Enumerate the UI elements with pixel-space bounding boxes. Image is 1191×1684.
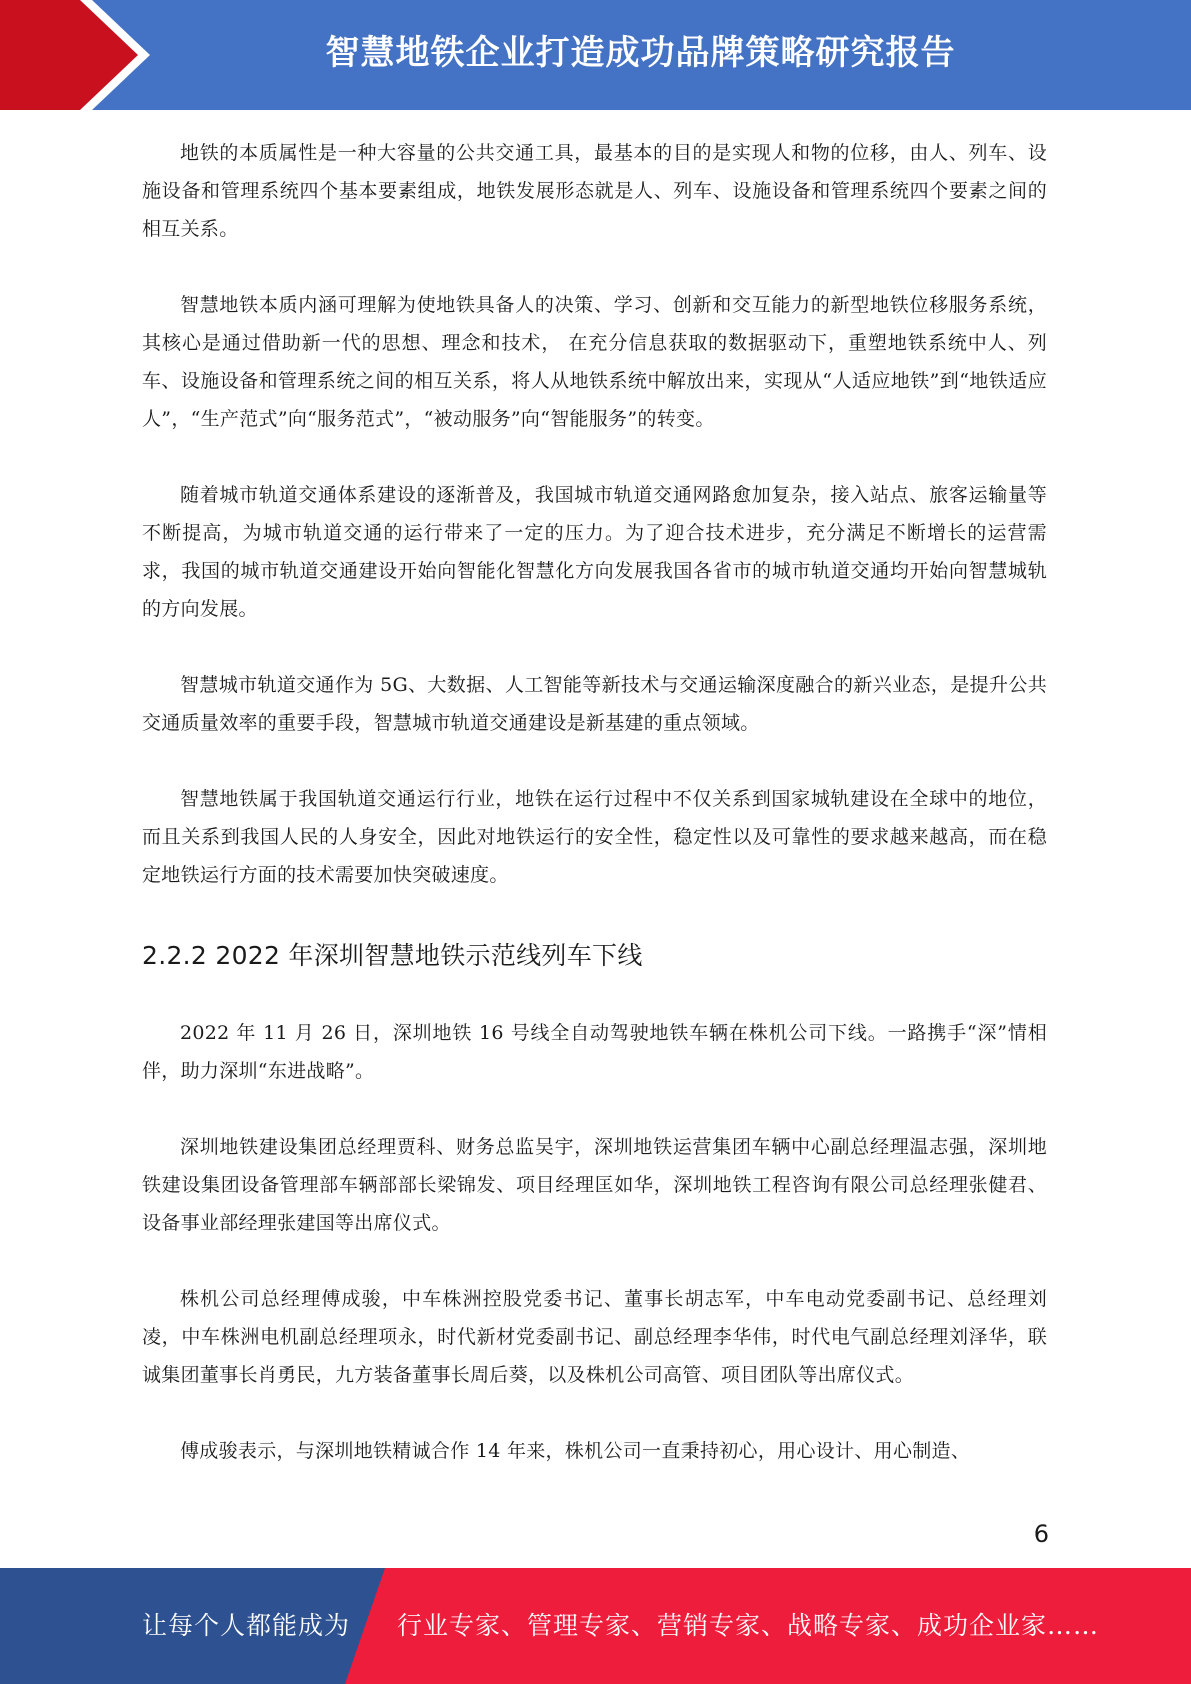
paragraph: 地铁的本质属性是一种大容量的公共交通工具，最基本的目的是实现人和物的位移，由人、列车、设施设备和管理系统四个基本要素组成，地铁发展形态就是人、列车、设施设备和管理系统四个要素之间的相互关系。 bbox=[142, 142, 1047, 240]
header-arrow-icon bbox=[0, 0, 140, 110]
paragraph: 深圳地铁建设集团总经理贾科、财务总监吴宇，深圳地铁运营集团车辆中心副总经理温志强，深圳地铁建设集团设备管理部车辆部部长梁锦发、项目经理匡如华，深圳地铁工程咨询有限公司总经理张健君、设备事业部经理张建国等出席仪式。 bbox=[142, 1136, 1047, 1234]
paragraph: 2022 年 11 月 26 日，深圳地铁 16 号线全自动驾驶地铁车辆在株机公司下线。一路携手“深”情相伴，助力深圳“东进战略”。 bbox=[142, 1022, 1047, 1082]
paragraph: 智慧地铁属于我国轨道交通运行行业，地铁在运行过程中不仅关系到国家城轨建设在全球中的地位，而且关系到我国人民的人身安全，因此对地铁运行的安全性，稳定性以及可靠性的要求越来越高，而在稳定地铁运行方面的技术需要加快突破速度。 bbox=[142, 788, 1047, 886]
page-header bbox=[0, 0, 1191, 110]
paragraph: 智慧城市轨道交通作为 5G、大数据、人工智能等新技术与交通运输深度融合的新兴业态，是提升公共交通质量效率的重要手段，智慧城市轨道交通建设是新基建的重点领域。 bbox=[142, 674, 1047, 734]
footer-slogan-right: 行业专家、管理专家、营销专家、战略专家、成功企业家…… bbox=[397, 1611, 1100, 1640]
paragraph: 傅成骏表示，与深圳地铁精诚合作 14 年来，株机公司一直秉持初心，用心设计、用心制造、 bbox=[180, 1440, 971, 1462]
footer-slogan-left: 让每个人都能成为 bbox=[142, 1611, 351, 1640]
paragraph: 随着城市轨道交通体系建设的逐渐普及，我国城市轨道交通网路愈加复杂，接入站点、旅客运输量等不断提高，为城市轨道交通的运行带来了一定的压力。为了迎合技术进步，充分满足不断增长的运营需求，我国的城市轨道交通建设开始向智能化智慧化方向发展我国各省市的城市轨道交通均开始向智慧城轨的方向发展。 bbox=[142, 484, 1047, 620]
document-body bbox=[142, 134, 1047, 1470]
paragraph: 智慧地铁本质内涵可理解为使地铁具备人的决策、学习、创新和交互能力的新型地铁位移服务系统，其核心是通过借助新一代的思想、理念和技术， 在充分信息获取的数据驱动下，重塑地铁系统中人、列车、设施设备和管理系统之间的相互关系，将人从地铁系统中解放出来，实现从“人适应地铁”到“地铁适应人”，“生产范式”向“服务范式”，“被动服务”向“智能服务”的转变。 bbox=[142, 294, 1047, 430]
section-heading: 2.2.2 2022 年深圳智慧地铁示范线列车下线 bbox=[142, 941, 643, 970]
paragraph: 株机公司总经理傅成骏，中车株洲控股党委书记、董事长胡志军，中车电动党委副书记、总经理刘凌，中车株洲电机副总经理项永，时代新材党委副书记、副总经理李华伟，时代电气副总经理刘泽华，联诚集团董事长肖勇民，九方装备董事长周后葵，以及株机公司高管、项目团队等出席仪式。 bbox=[142, 1288, 1047, 1386]
report-title: 智慧地铁企业打造成功品牌策略研究报告 bbox=[325, 33, 956, 73]
page-number: 6 bbox=[1033, 1520, 1049, 1548]
page-footer bbox=[0, 1568, 1191, 1684]
